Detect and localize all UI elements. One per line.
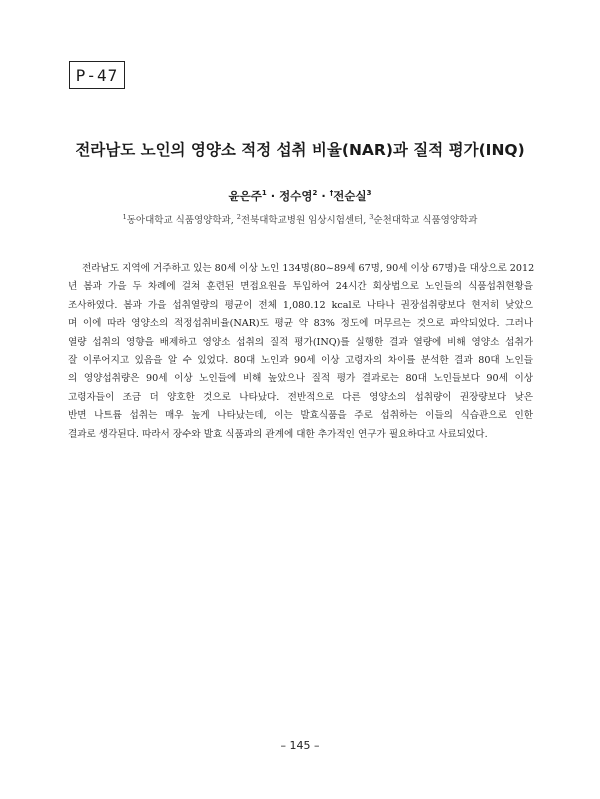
affiliation-superscript: 1	[122, 212, 127, 221]
corresponding-mark: †	[329, 189, 334, 198]
author-separator: ·	[317, 189, 330, 203]
affiliation-superscript: 3	[369, 212, 374, 221]
page-number: – 145 –	[280, 739, 320, 752]
abstract-line: 전라남도 지역에 거주하고 있는 80세 이상 노인 134명(80~89세 67명, 90세 이상 67명)을 대상으로 2012	[82, 263, 535, 274]
affiliation: 순천대학교 식품영양학과	[373, 215, 478, 226]
author-list	[0, 188, 600, 204]
author-name: 전순실	[333, 189, 367, 203]
abstract-line: 고령자들이 조금 더 양호한 것으로 나타났다. 전반적으로 다른 영양소의 섭취량이 권장량보다 낮은	[68, 391, 533, 403]
affiliation-list	[0, 212, 600, 226]
abstract-line: 조사하였다. 봄과 가을 섭취열량의 평균이 전체 1,080.12 kcal로 나타나 권장섭취량보다 현저히 낮았으	[68, 299, 533, 311]
affiliation: 동아대학교 식품영양학과,	[126, 215, 237, 226]
abstract-line: 잘 이루어지고 있음을 알 수 있었다. 80대 노인과 90세 이상 고령자의 차이를 분석한 결과 80대 노인들	[68, 355, 533, 367]
author-name: 정수영	[279, 189, 313, 203]
affiliation-superscript: 2	[236, 212, 241, 221]
abstract-line: 반면 나트륨 섭취는 매우 높게 나타났는데, 이는 발효식품을 주로 섭취하는 이들의 식습관으로 인한	[68, 410, 533, 422]
poster-id-box: P-47	[69, 61, 125, 89]
paper-title: 전라남도 노인의 영양소 적정 섭취 비율(NAR)과 질적 평가(INQ)	[75, 141, 525, 159]
author-separator: ·	[266, 189, 280, 203]
abstract-line: 년 봄과 가을 두 차례에 걸쳐 훈련된 면접요원을 투입하여 24시간 회상법으로 노인들의 식품섭취현황을	[68, 281, 533, 293]
abstract-line: 결과로 생각된다. 따라서 장수와 발효 식품과의 관계에 대한 추가적인 연구가 필요하다고 사료되었다.	[68, 428, 488, 440]
author-superscript: 1	[261, 189, 267, 198]
abstract-line: 며 이에 따라 영양소의 적정섭취비율(NAR)도 평균 약 83% 정도에 머무르는 것으로 파악되었다. 그러나	[68, 318, 533, 330]
affiliation: 전북대학교병원 임상시험센터,	[240, 215, 370, 226]
abstract-body	[68, 260, 533, 444]
author-superscript: 3	[366, 189, 372, 198]
author-name: 윤은주	[228, 189, 262, 203]
author-superscript: 2	[312, 189, 318, 198]
abstract-line: 의 영양섭취량은 90세 이상 노인들에 비해 높았으나 질적 평가 결과로는 80대 노인들보다 90세 이상	[68, 373, 533, 385]
abstract-line: 열량 섭취의 영향을 배제하고 영양소 섭취의 질적 평가(INQ)를 실행한 결과 열량에 비해 영양소 섭취가	[68, 336, 533, 348]
